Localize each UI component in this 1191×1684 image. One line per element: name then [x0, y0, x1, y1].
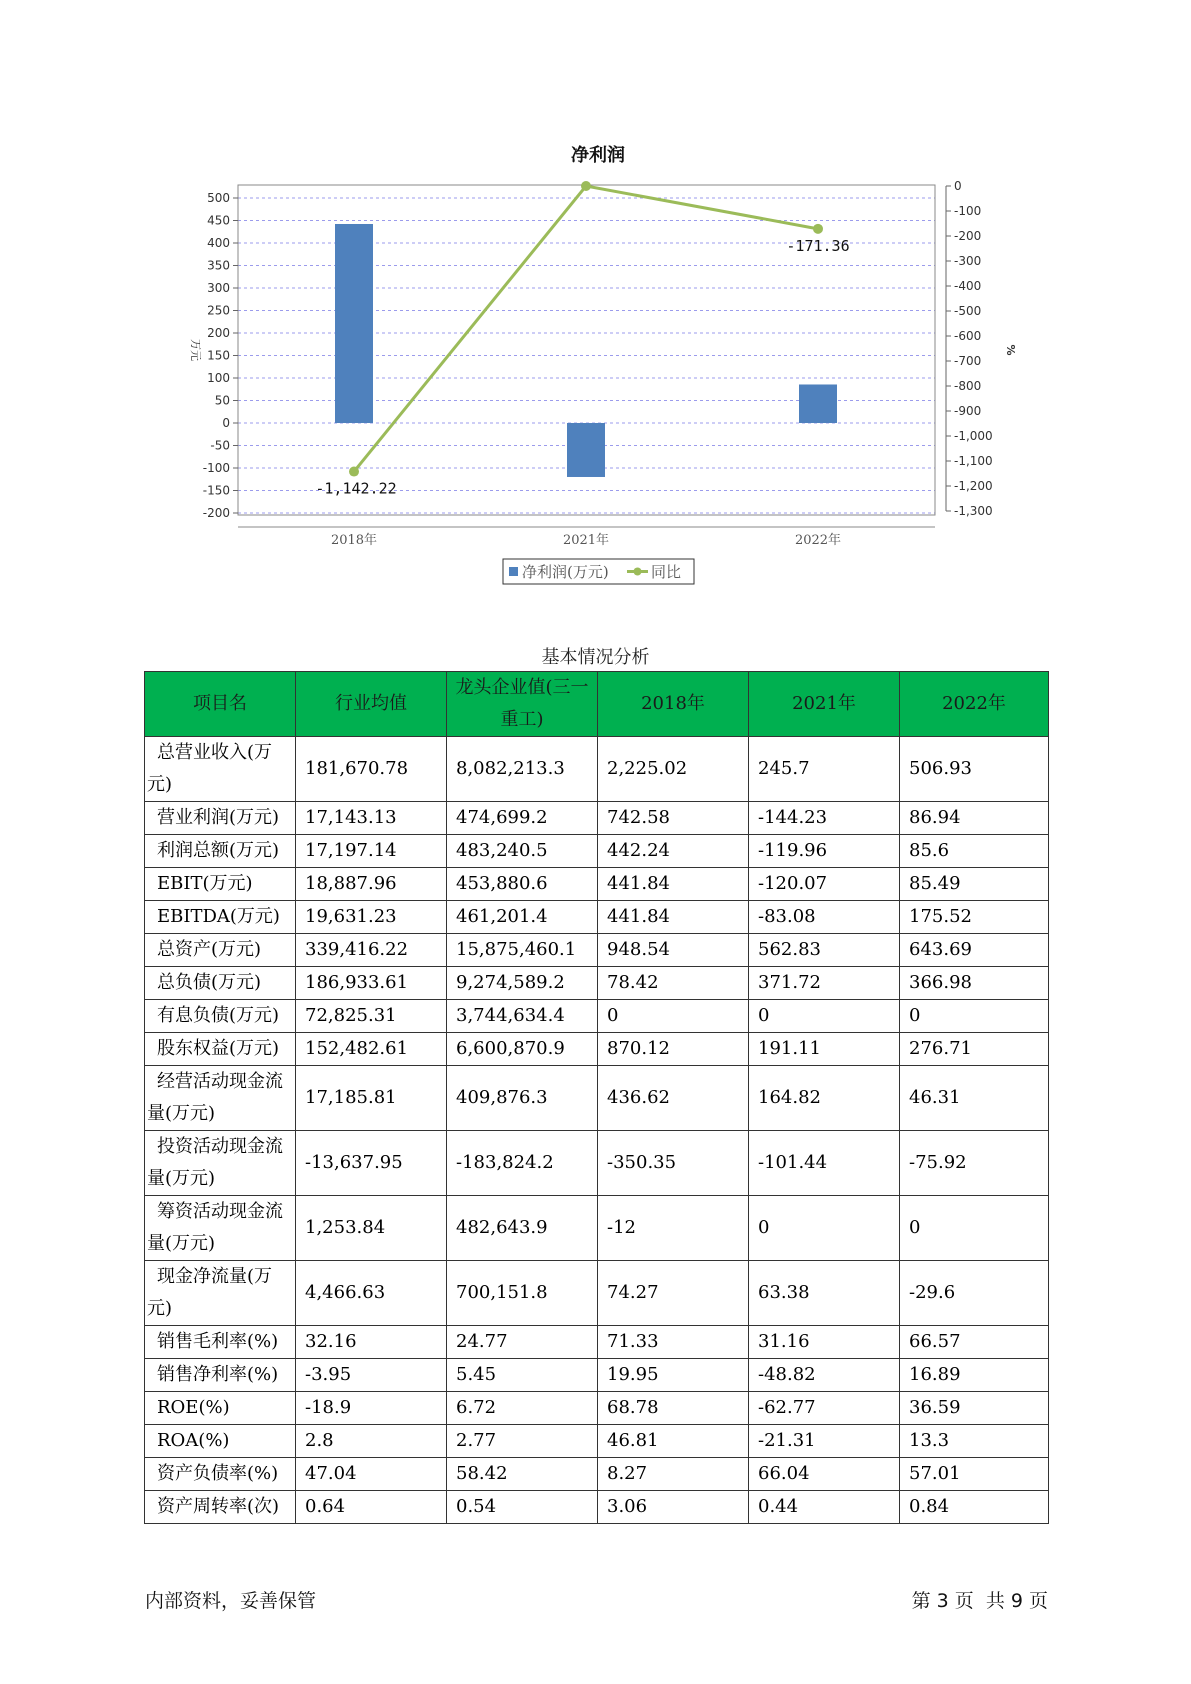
cell-2021: -101.44	[749, 1131, 900, 1196]
cell-industry-average: 19,631.23	[296, 901, 447, 934]
cell-leader-value: 58.42	[447, 1458, 598, 1491]
table-row	[145, 1458, 1049, 1491]
left-tick-label: 450	[207, 213, 230, 228]
cell-leader-value: 482,643.9	[447, 1196, 598, 1261]
table-row	[145, 1261, 1049, 1326]
bar-2022年	[799, 384, 837, 423]
basic-analysis-table	[144, 671, 1049, 1524]
table-row	[145, 1033, 1049, 1066]
cell-leader-value: 24.77	[447, 1326, 598, 1359]
cell-2021: -83.08	[749, 901, 900, 934]
cell-2018: 74.27	[598, 1261, 749, 1326]
left-tick-label: -200	[202, 506, 230, 520]
table-row	[145, 737, 1049, 802]
table-header-row	[145, 672, 1049, 737]
left-tick-label: 200	[207, 326, 230, 340]
cell-2022: 0.84	[900, 1491, 1049, 1524]
table-row	[145, 835, 1049, 868]
cell-2022: -29.6	[900, 1261, 1049, 1326]
cell-2022: 0	[900, 1000, 1049, 1033]
header-leader-value: 龙头企业值(三一重工)	[447, 672, 598, 737]
cell-2021: 31.16	[749, 1326, 900, 1359]
yoy-point	[581, 181, 591, 191]
cell-2021: 66.04	[749, 1458, 900, 1491]
table-row	[145, 967, 1049, 1000]
cell-leader-value: 474,699.2	[447, 802, 598, 835]
right-tick-label: -100	[954, 204, 982, 218]
cell-leader-value: 6,600,870.9	[447, 1033, 598, 1066]
table-row	[145, 1326, 1049, 1359]
table-body	[145, 737, 1049, 1524]
cell-2022: 506.93	[900, 737, 1049, 802]
right-tick-label: -900	[954, 404, 982, 418]
cell-industry-average: 32.16	[296, 1326, 447, 1359]
cell-item: 资产负债率(%)	[145, 1458, 296, 1491]
right-tick-label: -1,300	[954, 504, 993, 518]
left-tick-label: -100	[202, 461, 230, 475]
table-row	[145, 1131, 1049, 1196]
cell-2021: 562.83	[749, 934, 900, 967]
cell-industry-average: 152,482.61	[296, 1033, 447, 1066]
cell-2018: 71.33	[598, 1326, 749, 1359]
cell-item: 股东权益(万元)	[145, 1033, 296, 1066]
left-tick-label: 500	[207, 191, 230, 205]
right-tick-label: -300	[954, 254, 982, 268]
cell-industry-average: 47.04	[296, 1458, 447, 1491]
cell-2021: 0	[749, 1000, 900, 1033]
cell-leader-value: 15,875,460.1	[447, 934, 598, 967]
right-tick-label: -600	[954, 329, 982, 343]
left-tick-label: 100	[207, 371, 230, 385]
cell-2018: 78.42	[598, 967, 749, 1000]
left-tick-label: 250	[207, 303, 230, 318]
table-row	[145, 1359, 1049, 1392]
cell-2021: 164.82	[749, 1066, 900, 1131]
cell-2021: -144.23	[749, 802, 900, 835]
yoy-point	[349, 467, 359, 477]
yoy-data-label: -171.36	[786, 236, 850, 255]
cell-2018: 8.27	[598, 1458, 749, 1491]
cell-industry-average: 186,933.61	[296, 967, 447, 1000]
cell-2018: 436.62	[598, 1066, 749, 1131]
category-label: 2021年	[562, 533, 610, 548]
table-caption: 基本情况分析	[541, 647, 650, 668]
cell-2021: 191.11	[749, 1033, 900, 1066]
cell-leader-value: 2.77	[447, 1425, 598, 1458]
cell-2022: 85.6	[900, 835, 1049, 868]
cell-item: 销售毛利率(%)	[145, 1326, 296, 1359]
category-label: 2022年	[794, 533, 842, 548]
cell-item: EBITDA(万元)	[145, 901, 296, 934]
cell-industry-average: 17,143.13	[296, 802, 447, 835]
cell-2022: 0	[900, 1196, 1049, 1261]
cell-item: 现金净流量(万元)	[145, 1261, 296, 1326]
left-tick-label: 0	[222, 416, 230, 430]
cell-2021: -120.07	[749, 868, 900, 901]
cell-2018: 0	[598, 1000, 749, 1033]
cell-2018: -350.35	[598, 1131, 749, 1196]
net-profit-chart	[0, 0, 1191, 600]
cell-item: 总营业收入(万元)	[145, 737, 296, 802]
cell-2018: 870.12	[598, 1033, 749, 1066]
cell-leader-value: 483,240.5	[447, 835, 598, 868]
yoy-data-label: -1,142.22	[315, 479, 397, 498]
left-tick-label: 150	[207, 348, 230, 363]
right-tick-label: -1,100	[954, 454, 993, 468]
chart-title: 净利润	[571, 145, 625, 166]
cell-leader-value: 6.72	[447, 1392, 598, 1425]
table-row	[145, 901, 1049, 934]
table-row	[145, 1196, 1049, 1261]
cell-2018: 3.06	[598, 1491, 749, 1524]
footer-page-number: 第 3 页 共 9 页	[911, 1590, 1048, 1612]
cell-2021: -119.96	[749, 835, 900, 868]
table-row	[145, 1425, 1049, 1458]
cell-2022: 66.57	[900, 1326, 1049, 1359]
cell-2021: -48.82	[749, 1359, 900, 1392]
legend-line-label: 同比	[651, 563, 682, 581]
chart-legend	[503, 559, 694, 584]
cell-2021: 0.44	[749, 1491, 900, 1524]
left-tick-label: -150	[202, 483, 230, 498]
cell-industry-average: 17,197.14	[296, 835, 447, 868]
cell-2018: 2,225.02	[598, 737, 749, 802]
left-tick-label: 400	[207, 236, 230, 250]
cell-2022: 175.52	[900, 901, 1049, 934]
cell-industry-average: -18.9	[296, 1392, 447, 1425]
table-row	[145, 1000, 1049, 1033]
footer-confidential-note: 内部资料，妥善保管	[145, 1590, 317, 1612]
cell-item: 总负债(万元)	[145, 967, 296, 1000]
left-tick-label: 300	[207, 281, 230, 295]
cell-leader-value: 3,744,634.4	[447, 1000, 598, 1033]
header-2021: 2021年	[749, 672, 900, 737]
table-row	[145, 868, 1049, 901]
cell-item: 投资活动现金流量(万元)	[145, 1131, 296, 1196]
cell-2021: 63.38	[749, 1261, 900, 1326]
header-industry-average: 行业均值	[296, 672, 447, 737]
bar-2018年	[335, 224, 373, 423]
cell-2022: 36.59	[900, 1392, 1049, 1425]
cell-2021: 371.72	[749, 967, 900, 1000]
left-tick-label: -50	[210, 438, 230, 453]
cell-2018: 441.84	[598, 868, 749, 901]
table-row	[145, 802, 1049, 835]
cell-industry-average: 17,185.81	[296, 1066, 447, 1131]
yoy-point	[813, 224, 823, 234]
cell-leader-value: 9,274,589.2	[447, 967, 598, 1000]
cell-industry-average: 0.64	[296, 1491, 447, 1524]
cell-2018: 441.84	[598, 901, 749, 934]
cell-item: 有息负债(万元)	[145, 1000, 296, 1033]
cell-2022: 16.89	[900, 1359, 1049, 1392]
cell-2021: -21.31	[749, 1425, 900, 1458]
right-tick-label: 0	[954, 179, 962, 193]
category-label: 2018年	[330, 533, 378, 548]
cell-industry-average: 1,253.84	[296, 1196, 447, 1261]
cell-leader-value: 5.45	[447, 1359, 598, 1392]
right-tick-label: -800	[954, 379, 982, 393]
left-axis	[203, 185, 238, 520]
cell-industry-average: -3.95	[296, 1359, 447, 1392]
cell-2022: 46.31	[900, 1066, 1049, 1131]
cell-2018: 442.24	[598, 835, 749, 868]
legend-bar-swatch	[509, 567, 518, 576]
table-row	[145, 934, 1049, 967]
cell-item: 经营活动现金流量(万元)	[145, 1066, 296, 1131]
cell-item: 营业利润(万元)	[145, 802, 296, 835]
cell-2021: 0	[749, 1196, 900, 1261]
cell-2022: -75.92	[900, 1131, 1049, 1196]
y-axis-label-left: 万元	[189, 339, 202, 361]
legend-line-marker	[634, 568, 642, 576]
cell-2018: 948.54	[598, 934, 749, 967]
cell-item: 总资产(万元)	[145, 934, 296, 967]
cell-industry-average: 18,887.96	[296, 868, 447, 901]
header-2018: 2018年	[598, 672, 749, 737]
cell-item: 筹资活动现金流量(万元)	[145, 1196, 296, 1261]
cell-2022: 643.69	[900, 934, 1049, 967]
cell-item: ROA(%)	[145, 1425, 296, 1458]
right-tick-label: -700	[954, 354, 982, 368]
cell-industry-average: 2.8	[296, 1425, 447, 1458]
cell-2022: 13.3	[900, 1425, 1049, 1458]
header-item-name: 项目名	[145, 672, 296, 737]
cell-2021: -62.77	[749, 1392, 900, 1425]
cell-2018: 19.95	[598, 1359, 749, 1392]
cell-item: 资产周转率(次)	[145, 1491, 296, 1524]
category-axis	[238, 527, 935, 548]
left-tick-label: 350	[207, 258, 230, 273]
table-row	[145, 1491, 1049, 1524]
cell-leader-value: 453,880.6	[447, 868, 598, 901]
cell-industry-average: 4,466.63	[296, 1261, 447, 1326]
right-axis	[946, 179, 993, 518]
cell-item: 销售净利率(%)	[145, 1359, 296, 1392]
cell-2022: 86.94	[900, 802, 1049, 835]
cell-leader-value: -183,824.2	[447, 1131, 598, 1196]
legend-bar-label: 净利润(万元)	[522, 563, 609, 581]
cell-2018: 46.81	[598, 1425, 749, 1458]
cell-leader-value: 700,151.8	[447, 1261, 598, 1326]
cell-leader-value: 8,082,213.3	[447, 737, 598, 802]
y-axis-label-right: %	[1004, 344, 1017, 356]
header-2022: 2022年	[900, 672, 1049, 737]
cell-2018: 68.78	[598, 1392, 749, 1425]
cell-item: 利润总额(万元)	[145, 835, 296, 868]
cell-2018: -12	[598, 1196, 749, 1261]
cell-industry-average: 339,416.22	[296, 934, 447, 967]
right-tick-label: -200	[954, 229, 982, 243]
right-tick-label: -1,200	[954, 479, 993, 493]
cell-2021: 245.7	[749, 737, 900, 802]
cell-2022: 85.49	[900, 868, 1049, 901]
table-row	[145, 1066, 1049, 1131]
right-tick-label: -1,000	[954, 429, 993, 443]
cell-2022: 276.71	[900, 1033, 1049, 1066]
right-tick-label: -400	[954, 279, 982, 293]
cell-item: ROE(%)	[145, 1392, 296, 1425]
left-tick-label: 50	[214, 393, 230, 408]
cell-leader-value: 0.54	[447, 1491, 598, 1524]
bar-series	[335, 224, 837, 477]
cell-leader-value: 461,201.4	[447, 901, 598, 934]
cell-industry-average: -13,637.95	[296, 1131, 447, 1196]
right-tick-label: -500	[954, 304, 982, 318]
cell-industry-average: 181,670.78	[296, 737, 447, 802]
cell-industry-average: 72,825.31	[296, 1000, 447, 1033]
cell-2018: 742.58	[598, 802, 749, 835]
cell-leader-value: 409,876.3	[447, 1066, 598, 1131]
cell-item: EBIT(万元)	[145, 868, 296, 901]
cell-2022: 366.98	[900, 967, 1049, 1000]
table-row	[145, 1392, 1049, 1425]
bar-2021年	[567, 423, 605, 477]
cell-2022: 57.01	[900, 1458, 1049, 1491]
